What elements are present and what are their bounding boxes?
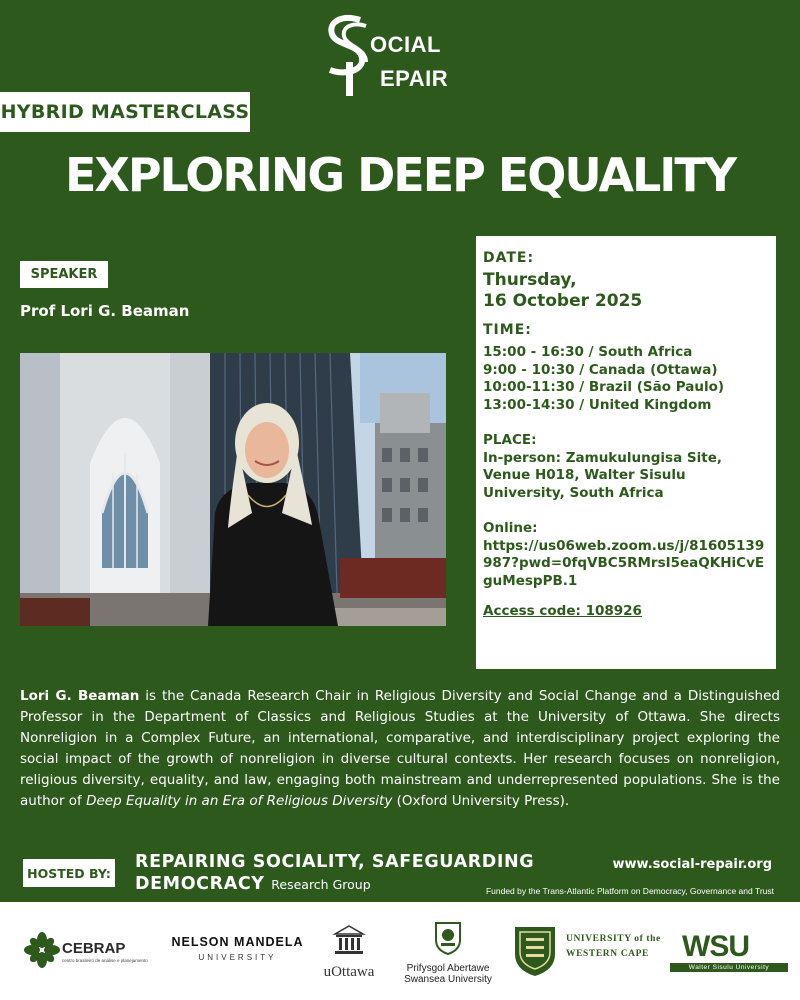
uottawa-logo <box>314 924 384 981</box>
cebrap-leaf-icon <box>24 932 60 968</box>
research-group-suffix: Research Group <box>271 877 371 892</box>
zoom-link[interactable]: https://us06web.zoom.us/j/81605139987?pwd=0fqVBC5RMrsI5eaQKHiCvEguMespPB.1 <box>483 537 765 589</box>
time-south-africa: 15:00 - 16:30 / South Africa <box>483 344 693 360</box>
uwc-name <box>566 932 661 962</box>
cebrap-subtitle: centro brasileiro de análise e planejamento <box>62 958 148 963</box>
uottawa-building-icon <box>332 924 366 956</box>
bio-name: Lori G. Beaman <box>20 688 140 704</box>
speaker-name: Prof Lori G. Beaman <box>20 302 190 320</box>
social-repair-logo <box>322 14 452 100</box>
time-brazil: 10:00-11:30 / Brazil (São Paulo) <box>483 379 725 395</box>
research-group-name-line2 <box>135 874 371 894</box>
date-day: Thursday, <box>483 270 577 290</box>
swansea-crest-icon <box>433 920 463 956</box>
hosted-by-tag: HOSTED BY: <box>23 859 115 887</box>
research-group-name-line1: REPAIRING SOCIALITY, SAFEGUARDING <box>135 852 535 872</box>
wsu-subtitle: Walter Sisulu University <box>670 963 788 972</box>
nelson-mandela-university-logo <box>165 935 310 962</box>
bio-publisher: (Oxford University Press). <box>392 793 570 809</box>
access-code: Access code: 108926 <box>483 603 642 619</box>
place-label: PLACE: <box>483 432 537 448</box>
event-type-tag: HYBRID MASTERCLASS <box>0 92 250 132</box>
partner-logos-footer <box>0 902 800 1000</box>
online-label: Online: <box>483 520 538 536</box>
bio-book-title: Deep Equality in an Era of Religious Diversity <box>86 793 393 809</box>
time-canada: 9:00 - 10:30 / Canada (Ottawa) <box>483 361 718 378</box>
date-value: 16 October 2025 <box>483 291 643 311</box>
swansea-english-name: Swansea University <box>404 974 492 985</box>
swansea-welsh-name: Prifysgol Abertawe <box>406 963 490 974</box>
swansea-university-logo <box>398 920 498 985</box>
speaker-photo <box>20 353 446 626</box>
website-link[interactable]: www.social-repair.org <box>612 857 772 872</box>
bio-text: is the Canada Research Chair in Religious Diversity and Social Change and a Distinguished Professor in the Department of Classics and Religious Studies at the University of Ottawa. She directs Nonreligion in a Complex Future, an international, comparative, and interdisciplinary project exploring the social impact of the growth of nonreligion in diverse cultural contexts. Her research focuses on nonreligion, religious diversity, equality, and law, engaging both mainstream and underrepresented populations. She is the author of <box>20 688 780 809</box>
nmu-subtitle: UNIVERSITY <box>198 953 277 962</box>
uwc-name-line1: UNIVERSITY of the <box>566 934 661 944</box>
uwc-name-line2: WESTERN CAPE <box>566 949 649 959</box>
wsu-name: WSU <box>682 930 749 963</box>
funding-note: Funded by the Trans-Atlantic Platform on Democracy, Governance and Trust <box>485 886 774 896</box>
event-details-card <box>476 236 776 669</box>
place-text: In-person: Zamukulungisa Site, Venue H018, Walter Sisulu University, South Africa <box>483 449 722 501</box>
date-label: DATE: <box>483 250 535 266</box>
cebrap-name: CEBRAP <box>62 940 126 957</box>
logo-line-social: OCIAL <box>370 32 441 57</box>
uwc-crest-icon <box>512 924 558 978</box>
speaker-tag: SPEAKER <box>20 261 108 288</box>
speaker-bio <box>20 686 780 812</box>
research-group-democracy: DEMOCRACY <box>135 874 265 894</box>
time-uk: 13:00-14:30 / United Kingdom <box>483 396 712 413</box>
nmu-name: NELSON MANDELA <box>171 935 304 949</box>
time-label: TIME: <box>483 322 532 338</box>
logo-line-repair: EPAIR <box>380 66 449 91</box>
event-title: EXPLORING DEEP EQUALITY <box>64 148 736 202</box>
uottawa-name: uOttawa <box>323 964 375 980</box>
